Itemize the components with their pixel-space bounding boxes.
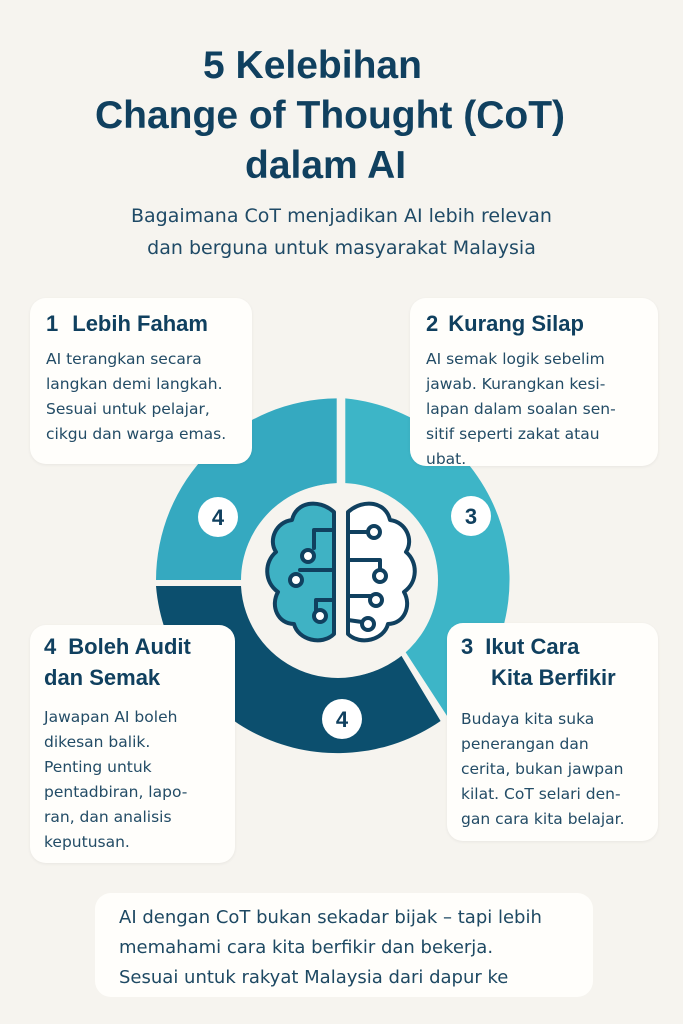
card-body-line: cerita, bukan jawpan bbox=[461, 760, 624, 778]
subtitle-line-2: dan berguna untuk masyarakat Malaysia bbox=[147, 237, 536, 259]
card-number: 2 bbox=[426, 311, 439, 336]
card-body-line: dikesan balik. bbox=[44, 733, 151, 751]
card-title bbox=[426, 308, 648, 339]
card-number: 3 bbox=[461, 634, 474, 659]
card-title bbox=[44, 631, 227, 662]
card-number: 1 bbox=[46, 311, 59, 336]
card-title-line-2: dan Semak bbox=[44, 665, 161, 690]
card-title-text: Kurang Silap bbox=[448, 311, 584, 336]
card-title bbox=[46, 308, 242, 339]
card-title-text: Lebih Faham bbox=[72, 311, 208, 336]
card-kurang-silap bbox=[410, 298, 658, 466]
card-body-line: ran, dan analisis bbox=[44, 808, 172, 826]
card-body bbox=[44, 705, 227, 855]
card-boleh-audit bbox=[30, 625, 235, 863]
card-body-line: jawab. Kurangkan kesi- bbox=[426, 375, 606, 393]
segment-badge-right-label: 3 bbox=[464, 504, 478, 529]
card-body-line: AI terangkan secara bbox=[46, 350, 202, 368]
segment-badge-bottom-label: 4 bbox=[335, 707, 349, 732]
segment-badge-left bbox=[198, 497, 238, 537]
card-body bbox=[461, 707, 652, 832]
card-ikut-cara bbox=[447, 623, 658, 841]
card-body-line: kilat. CoT selari den- bbox=[461, 785, 621, 803]
footer-line: AI dengan CoT bukan sekadar bijak – tapi lebih bbox=[119, 907, 542, 928]
card-body-line: Sesuai untuk pelajar, bbox=[46, 400, 210, 418]
card-body-line: sitif seperti zakat atau bbox=[426, 425, 600, 443]
card-title-text: Ikut Cara bbox=[485, 634, 580, 659]
footer-line: memahami cara kita berfikir dan bekerja. bbox=[119, 937, 494, 958]
card-title-text: Boleh Audit bbox=[68, 634, 191, 659]
title-line-1: 5 Kelebihan bbox=[203, 44, 422, 87]
card-body-line: ubat. bbox=[426, 450, 467, 468]
card-body bbox=[46, 347, 242, 447]
segment-badge-right bbox=[451, 496, 491, 536]
segment-badge-left-label: 4 bbox=[211, 505, 225, 530]
card-body-line: Penting untuk bbox=[44, 758, 152, 776]
card-lebih-faham bbox=[30, 298, 252, 464]
card-body-line: pentadbiran, lapo- bbox=[44, 783, 188, 801]
card-body bbox=[426, 347, 648, 472]
segment-badge-bottom bbox=[322, 699, 362, 739]
card-body-line: Jawapan AI boleh bbox=[44, 708, 178, 726]
card-title bbox=[461, 631, 652, 662]
card-number: 4 bbox=[44, 634, 57, 659]
subtitle-line-1: Bagaimana CoT menjadikan AI lebih relevan bbox=[131, 205, 552, 227]
card-title-line-2: Kita Berfikir bbox=[491, 665, 616, 690]
title-line-3: dalam AI bbox=[245, 144, 407, 187]
card-body-line: lapan dalam soalan sen- bbox=[426, 400, 616, 418]
card-body-line: Budaya kita suka bbox=[461, 710, 595, 728]
card-body-line: keputusan. bbox=[44, 833, 130, 851]
footer-line: Sesuai untuk rakyat Malaysia dari dapur ke bbox=[119, 967, 509, 988]
title-line-2: Change of Thought (CoT) bbox=[95, 94, 566, 137]
card-body-line: langkan demi langkah. bbox=[46, 375, 223, 393]
card-body-line: cikgu dan warga emas. bbox=[46, 425, 227, 443]
card-body-line: penerangan dan bbox=[461, 735, 589, 753]
footer-note bbox=[95, 893, 593, 997]
card-body-line: AI semak logik sebelim bbox=[426, 350, 605, 368]
card-body-line: gan cara kita belajar. bbox=[461, 810, 625, 828]
